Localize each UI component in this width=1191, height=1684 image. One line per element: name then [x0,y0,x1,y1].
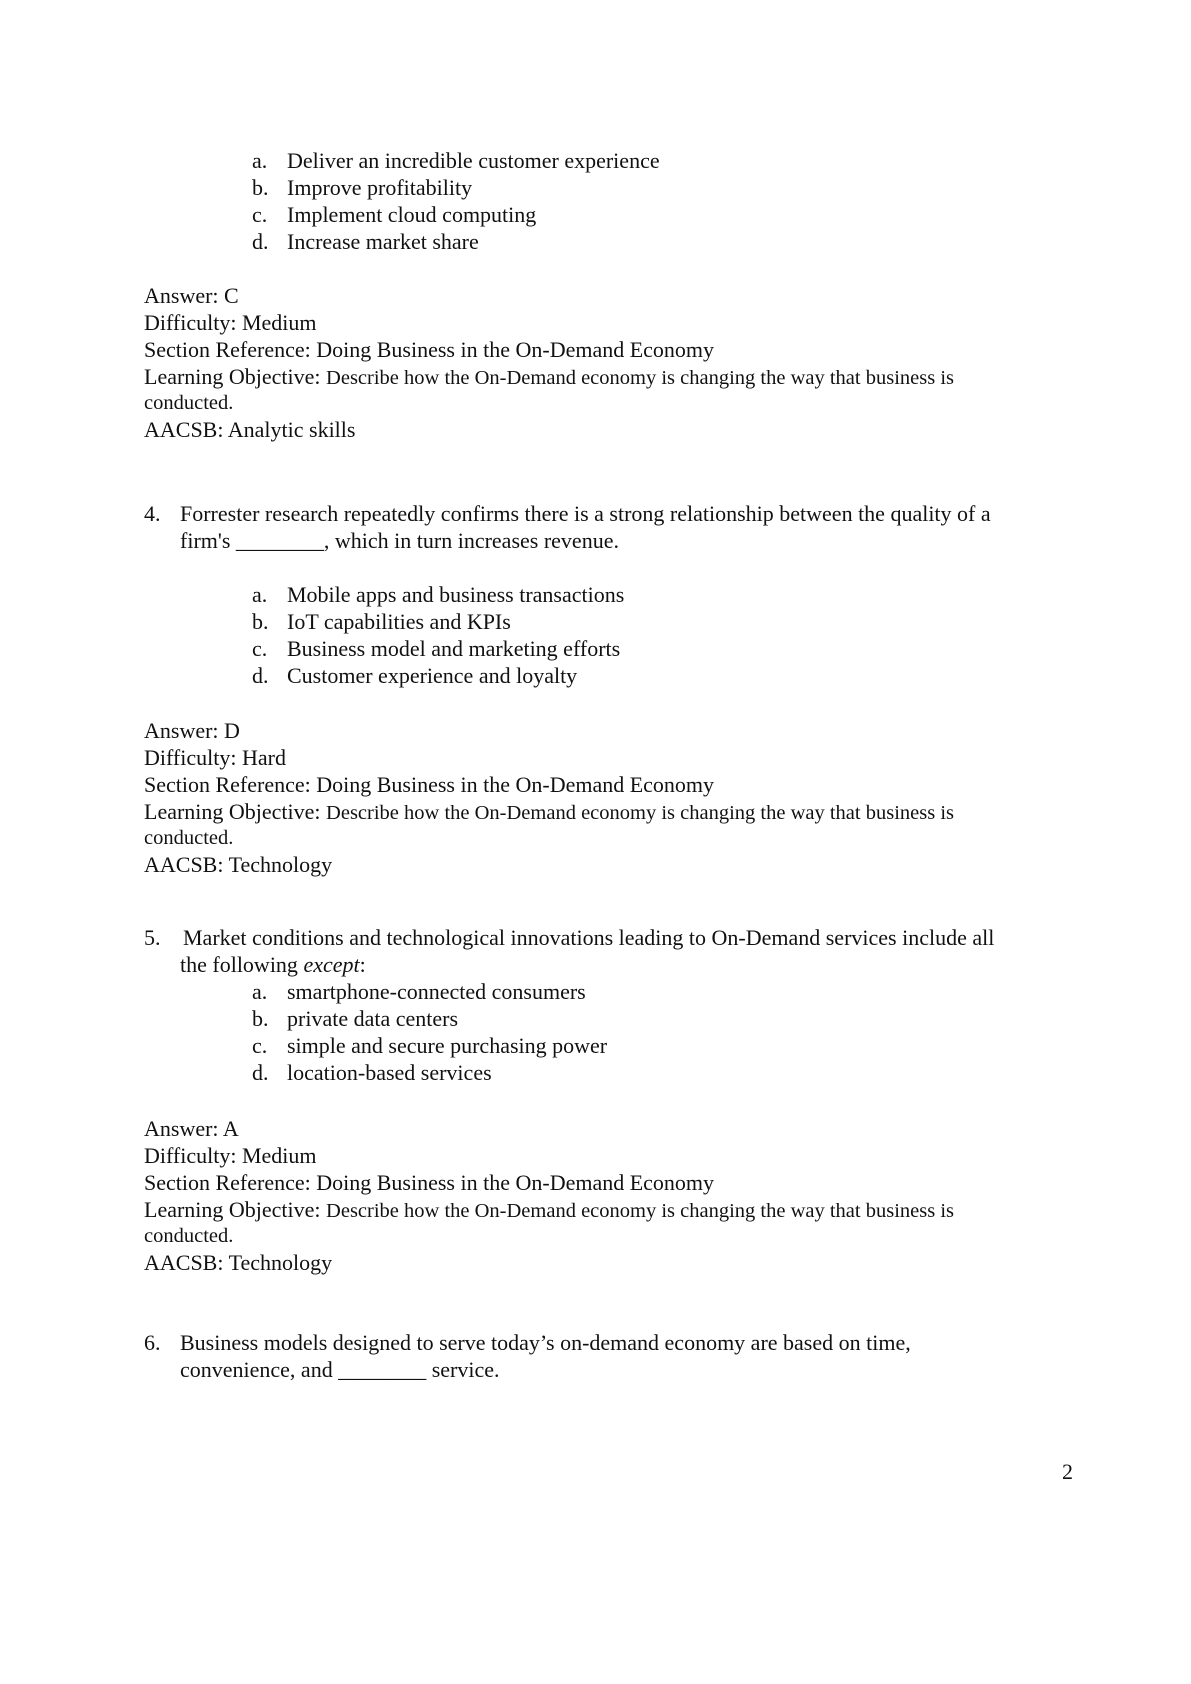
aacsb: AACSB: Technology [144,852,333,877]
question-number: 6. [144,1330,161,1355]
question-text-line-2: firm's ________, which in turn increases revenue. [180,528,619,553]
option-letter: b. [252,609,269,634]
learning-objective-continued: conducted. [144,392,234,414]
option-text: Increase market share [287,229,479,254]
question-text-line-2: convenience, and ________ service. [180,1357,500,1382]
learning-objective-text: Describe how the On-Demand economy is changing the way that business is [326,1200,954,1222]
option-letter: c. [252,636,268,661]
option-letter: b. [252,1006,269,1031]
answer: Answer: A [144,1116,239,1141]
learning-objective-label: Learning Objective: [144,1197,321,1222]
option-letter: d. [252,1060,269,1085]
question-text-emphasis: except [303,952,360,977]
option-text: Mobile apps and business transactions [287,582,625,607]
section-reference: Section Reference: Doing Business in the On-Demand Economy [144,772,715,797]
answer: Answer: D [144,718,240,743]
option-text: private data centers [287,1006,459,1031]
question-number: 4. [144,501,161,526]
section-reference: Section Reference: Doing Business in the On-Demand Economy [144,337,715,362]
option-letter: a. [252,979,268,1004]
option-letter: c. [252,202,268,227]
aacsb: AACSB: Analytic skills [144,417,356,442]
option-text: location-based services [287,1060,492,1085]
learning-objective [144,363,954,392]
learning-objective-label: Learning Objective: [144,364,321,389]
learning-objective-continued: conducted. [144,827,234,849]
option-text: IoT capabilities and KPIs [287,609,511,634]
difficulty: Difficulty: Hard [144,745,286,770]
question-text-line-1: Business models designed to serve today’s on-demand economy are based on time, [180,1330,911,1355]
option-text: Implement cloud computing [287,202,537,227]
aacsb: AACSB: Technology [144,1250,333,1275]
option-letter: c. [252,1033,268,1058]
option-letter: a. [252,148,268,173]
learning-objective-label: Learning Objective: [144,799,321,824]
learning-objective-text: Describe how the On-Demand economy is changing the way that business is [326,802,954,824]
question-text-line-1: Forrester research repeatedly confirms there is a strong relationship between the quality of a [180,501,991,526]
question-text-prefix: the following [180,952,304,977]
option-text: Business model and marketing efforts [287,636,621,661]
option-letter: d. [252,229,269,254]
learning-objective [144,798,954,827]
option-text: simple and secure purchasing power [287,1033,608,1058]
question-text-line-1: Market conditions and technological innovations leading to On-Demand services include all [183,925,995,950]
difficulty: Difficulty: Medium [144,310,317,335]
option-letter: a. [252,582,268,607]
option-text: smartphone-connected consumers [287,979,586,1004]
section-reference: Section Reference: Doing Business in the On-Demand Economy [144,1170,715,1195]
option-text: Customer experience and loyalty [287,663,578,688]
option-letter: b. [252,175,269,200]
question-number: 5. [144,925,161,950]
option-text: Deliver an incredible customer experience [287,148,660,173]
question-text-suffix: : [359,952,366,977]
question-text-line-2 [180,951,366,978]
learning-objective-text: Describe how the On-Demand economy is changing the way that business is [326,367,954,389]
difficulty: Difficulty: Medium [144,1143,317,1168]
learning-objective [144,1196,954,1225]
answer: Answer: C [144,283,239,308]
page-number: 2 [1062,1459,1073,1484]
option-text: Improve profitability [287,175,473,200]
learning-objective-continued: conducted. [144,1225,234,1247]
option-letter: d. [252,663,269,688]
